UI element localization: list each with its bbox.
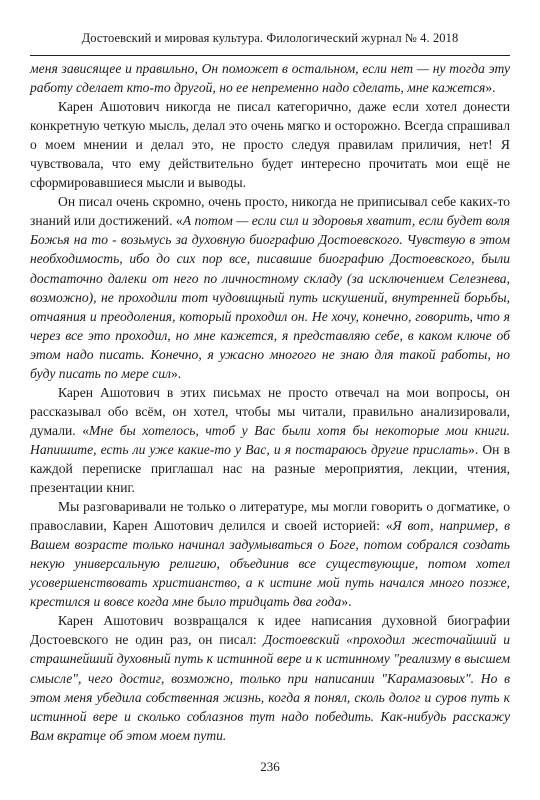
paragraph-lead: Карен Ашотович в этих письмах не просто отвечал на мои вопросы, он рассказывал обо всём, он хотел, чтобы мы читали, правильно анализировали, думали. « — [30, 384, 510, 438]
paragraph-5 — [30, 497, 510, 611]
paragraph-1 — [30, 59, 510, 97]
quote-italic: Мне бы хотелось, чтоб у Вас были хотя бы некоторые мои книги. Напишите, есть ли уже какие-то у Вас, и я постараюсь другие прислать — [30, 422, 510, 457]
running-header: Достоевский и мировая культура. Филологический журнал № 4. 2018 — [81, 31, 459, 45]
quote-italic: А потом — если сил и здоровья хватит, если будет воля Божья на то - возьмусь за духовную биографию Достоевского. Чувствую в этом необходимость, ибо до сих пор все, писавшие биографию Достоевского, были достаточно далеки от него по личностному складу (за исключением Селезнева, возможно), не проходили тот чудовищный путь искушений, внутренней борьбы, отчаяния и преодоления, который проходил он. Не хочу, конечно, говорить, что я через все это проходил, но мне кажется, я представляю себе, в каком ключе об этом надо писать. Конечно, я ужасно многого не знаю для такой работы, но буду писать по мере сил — [30, 213, 510, 381]
header-rule — [30, 55, 510, 56]
quote-close: ». — [341, 594, 352, 610]
quote-close: ». — [170, 365, 182, 381]
quote-italic: Достоевский «проходил жесточайший и страшнейший духовный путь к истинной вере и к истинному "реализму в высшем смысле", чего достиг, возможно, только при написании "Карамазовых". Но в этом меня убедила собственная жизнь, когда я понял, сколь долог и суров путь к истинной вере и сколько соблазнов тут надо победить. Как-нибудь расскажу Вам вкратце об этом моем пути. — [30, 632, 510, 743]
quote-close: ». — [485, 80, 496, 96]
quote-italic: меня зависящее и правильно, Он поможет в остальном, если нет — ну тогда эту работу сделает кто-то другой, но ее непременно надо сделать, мне кажется — [30, 61, 510, 96]
body-text — [30, 59, 510, 745]
paragraph-6 — [30, 611, 510, 744]
paragraph-tail: ». Он в каждой переписке приглашал нас на разные мероприятия, лекции, чтения, презентации книг. — [30, 441, 510, 496]
paragraph-2 — [30, 97, 510, 192]
paragraph-text: Карен Ашотович никогда не писал категорично, даже если хотел донести конкретную четкую мысль, делал это очень мягко и осторожно. Всегда спрашивал о моем мнении и делал это, не просто следуя правилам приличия, нет! Я чувствовала, что ему действительно будет интересно прочитать мои ещё не сформировавшиеся мысли и выводы. — [30, 99, 510, 191]
paragraph-lead: Мы разговаривали не только о литературе, мы могли говорить о догматике, о православии, Карен Ашотович делился и своей историей: « — [30, 499, 510, 534]
quote-italic: Я вот, например, в Вашем возрасте только начинал задумываться о Боге, потом собрался создать некую универсальную религию, объединив все существующие, потом хотел усовершенствовать христианство, а к истине мой путь начался много позже, крестился и вовсе когда мне было тридцать два года — [30, 518, 510, 610]
page-number: 236 — [260, 759, 280, 774]
paragraph-3 — [30, 192, 510, 382]
paragraph-lead: Он писал очень скромно, очень просто, никогда не приписывал себе каких-то знаний или достижений. « — [30, 194, 510, 229]
paragraph-4 — [30, 383, 510, 497]
paragraph-lead: Карен Ашотович возвращался к идее написания духовной биографии Достоевского не один раз, он писал: — [30, 613, 510, 648]
